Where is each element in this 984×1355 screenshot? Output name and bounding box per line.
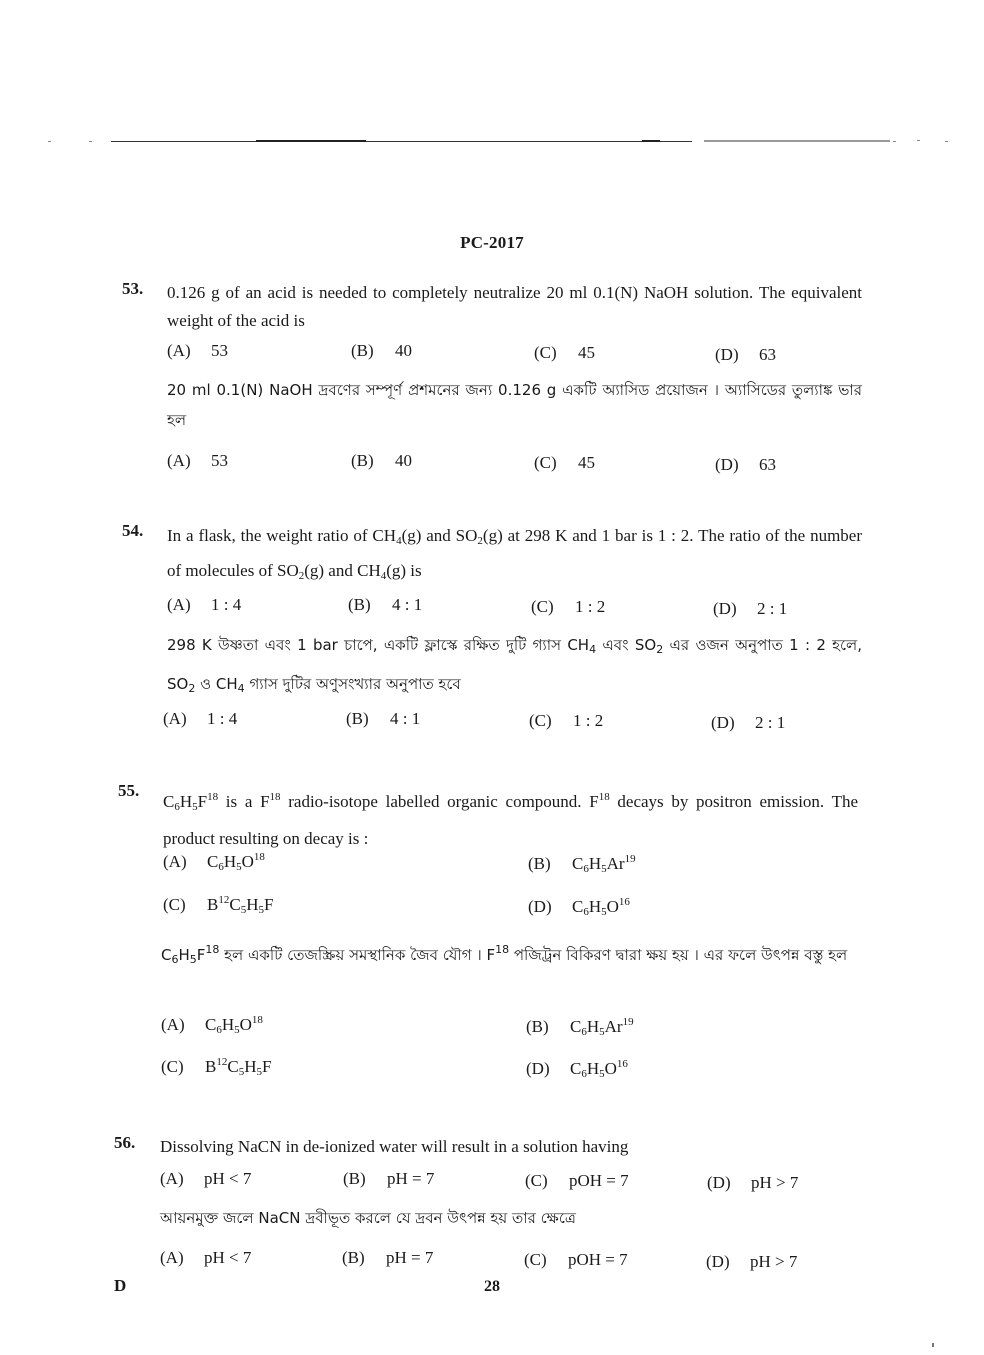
option-label: (A) bbox=[160, 1248, 184, 1267]
option-value: 45 bbox=[578, 343, 595, 362]
option-value: 53 bbox=[211, 451, 228, 470]
option-value: pH > 7 bbox=[750, 1252, 798, 1271]
option-label: (D) bbox=[711, 713, 735, 732]
question-text-english: $C_6H_5F^{18}$ is a $F^{18}$ radio-isotope labelled organic compound. $F^{18}$ decays by positron emission. The product resulting on decay is : bbox=[163, 791, 859, 848]
option-value: pH = 7 bbox=[386, 1248, 434, 1267]
option-value: 1 : 2 bbox=[573, 711, 604, 730]
option-label: (B) bbox=[528, 854, 551, 873]
option-d bbox=[713, 599, 787, 619]
rule-fragment bbox=[89, 141, 92, 142]
option-value: pH < 7 bbox=[204, 1248, 252, 1267]
option-a bbox=[167, 595, 241, 615]
option-value: $C_6H_5O^{16}$ bbox=[572, 896, 630, 918]
question-number: 55. bbox=[118, 781, 140, 800]
option-label: (D) bbox=[707, 1173, 731, 1192]
option-label: (A) bbox=[167, 341, 191, 360]
option-b bbox=[348, 595, 422, 615]
option-value: 63 bbox=[759, 345, 776, 364]
option-a bbox=[160, 1248, 251, 1268]
option-label: (B) bbox=[346, 709, 369, 728]
option-label: (C) bbox=[534, 343, 557, 362]
option-value: 1 : 4 bbox=[211, 595, 242, 614]
option-d bbox=[528, 896, 630, 918]
option-label: (D) bbox=[715, 345, 739, 364]
option-b bbox=[351, 341, 412, 361]
option-label: (C) bbox=[534, 453, 557, 472]
question-text-bengali: 298 K উষ্ণতা এবং 1 bar চাপে, একটি ফ্লাস্কে রক্ষিত দুটি গ্যাস $CH_4$ এবং $SO_2$ এর ওজন অনুপাত 1 : 2 হলে, $SO_2$ ও $CH_4$ গ্যাস দুটির অণুসংখ্যার অনুপাত হবে bbox=[167, 636, 862, 695]
option-b bbox=[526, 1016, 634, 1038]
option-label: (A) bbox=[163, 709, 187, 728]
option-label: (A) bbox=[163, 852, 187, 871]
question-number: 54. bbox=[122, 521, 144, 540]
option-b bbox=[343, 1169, 434, 1189]
option-value: $C_6H_5O^{16}$ bbox=[570, 1058, 628, 1080]
option-a bbox=[163, 851, 265, 873]
option-value: $B^{12}C_5H_5F$ bbox=[205, 1056, 272, 1078]
option-label: (A) bbox=[160, 1169, 184, 1188]
option-value: pH < 7 bbox=[204, 1169, 252, 1188]
set-letter: D bbox=[114, 1276, 127, 1295]
option-d bbox=[715, 345, 776, 365]
question-text-english: 0.126 g of an acid is needed to completely neutralize 20 ml 0.1(N) NaOH solution. The equivalent weight of the acid is bbox=[167, 283, 862, 330]
option-d bbox=[715, 455, 776, 475]
option-d bbox=[706, 1252, 797, 1272]
rule-segment bbox=[256, 140, 366, 142]
option-label: (D) bbox=[528, 897, 552, 916]
option-a bbox=[161, 1014, 263, 1036]
option-label: (D) bbox=[706, 1252, 730, 1271]
question-text-english: Dissolving NaCN in de-ionized water will result in a solution having bbox=[160, 1137, 629, 1156]
option-label: (B) bbox=[342, 1248, 365, 1267]
option-b bbox=[528, 853, 636, 875]
option-value: 4 : 1 bbox=[392, 595, 423, 614]
option-a bbox=[167, 451, 228, 471]
option-label: (C) bbox=[163, 895, 186, 914]
option-label: (C) bbox=[531, 597, 554, 616]
option-value: 4 : 1 bbox=[390, 709, 421, 728]
question-number: 53. bbox=[122, 279, 144, 298]
option-value: 40 bbox=[395, 451, 412, 470]
option-d bbox=[707, 1173, 798, 1193]
option-value: $B^{12}C_5H_5F$ bbox=[207, 894, 274, 916]
option-label: (C) bbox=[524, 1250, 547, 1269]
question-text-english: In a flask, the weight ratio of $CH_4(g)$ and $SO_2(g)$ at 298 K and 1 bar is 1 : 2. The ratio of the number of molecules of $SO_2(g)$ and $CH_4(g)$ is bbox=[167, 526, 863, 582]
option-d bbox=[526, 1058, 628, 1080]
option-value: $C_6H_5O^{18}$ bbox=[207, 851, 265, 873]
option-d bbox=[711, 713, 785, 733]
option-c bbox=[534, 343, 595, 363]
paper-code: PC-2017 bbox=[460, 233, 524, 252]
rule-fragment bbox=[945, 141, 948, 142]
option-label: (D) bbox=[526, 1059, 550, 1078]
option-label: (A) bbox=[161, 1015, 185, 1034]
question-text-bengali: $C_6H_5F^{18}$ হল একটি তেজস্ক্রিয় সমস্থানিক জৈব যৌগ । $F^{18}$ পজিট্রন বিকিরণ দ্বারা ক্ষয় হয় । এর ফলে উৎপন্ন বস্তু হল bbox=[161, 943, 848, 966]
option-value: pOH = 7 bbox=[568, 1250, 628, 1269]
option-label: (B) bbox=[348, 595, 371, 614]
option-label: (D) bbox=[715, 455, 739, 474]
option-c bbox=[161, 1056, 271, 1078]
option-value: pH = 7 bbox=[387, 1169, 435, 1188]
option-value: 53 bbox=[211, 341, 228, 360]
option-label: (A) bbox=[167, 451, 191, 470]
option-label: (C) bbox=[529, 711, 552, 730]
option-c bbox=[531, 597, 605, 617]
option-b bbox=[342, 1248, 433, 1268]
option-value: 2 : 1 bbox=[755, 713, 786, 732]
page-number: 28 bbox=[484, 1278, 500, 1295]
option-c bbox=[525, 1171, 629, 1191]
option-value: $C_6H_5Ar^{19}$ bbox=[572, 853, 636, 875]
option-value: 63 bbox=[759, 455, 776, 474]
question-text-bengali: আয়নমুক্ত জলে NaCN দ্রবীভূত করলে যে দ্রবন উৎপন্ন হয় তার ক্ষেত্রে bbox=[160, 1209, 576, 1227]
option-value: 1 : 4 bbox=[207, 709, 238, 728]
option-value: 45 bbox=[578, 453, 595, 472]
rule-fragment bbox=[917, 140, 920, 141]
option-c bbox=[524, 1250, 628, 1270]
option-c bbox=[163, 894, 273, 916]
option-value: $C_6H_5O^{18}$ bbox=[205, 1014, 263, 1036]
option-label: (C) bbox=[161, 1057, 184, 1076]
option-a bbox=[167, 341, 228, 361]
option-value: pH > 7 bbox=[751, 1173, 799, 1192]
rule-segment bbox=[642, 140, 660, 142]
option-value: 40 bbox=[395, 341, 412, 360]
rule-segment bbox=[111, 141, 256, 142]
option-label: (B) bbox=[526, 1017, 549, 1036]
question-text-bengali: 20 ml 0.1(N) NaOH দ্রবণের সম্পূর্ণ প্রশমনের জন্য 0.126 g একটি অ্যাসিড প্রয়োজন । অ্যাসিডের তুল্যাঙ্ক ভার হল bbox=[167, 381, 862, 429]
rule-fragment bbox=[893, 141, 896, 142]
option-label: (B) bbox=[351, 451, 374, 470]
rule-segment bbox=[704, 140, 890, 142]
option-value: 1 : 2 bbox=[575, 597, 606, 616]
option-b bbox=[346, 709, 420, 729]
option-label: (D) bbox=[713, 599, 737, 618]
option-a bbox=[163, 709, 237, 729]
question-number: 56. bbox=[114, 1133, 136, 1152]
option-label: (C) bbox=[525, 1171, 548, 1190]
option-label: (A) bbox=[167, 595, 191, 614]
option-c bbox=[529, 711, 603, 731]
option-a bbox=[160, 1169, 251, 1189]
option-c bbox=[534, 453, 595, 473]
option-value: $C_6H_5Ar^{19}$ bbox=[570, 1016, 634, 1038]
option-label: (B) bbox=[343, 1169, 366, 1188]
rule-fragment bbox=[48, 141, 51, 142]
option-label: (B) bbox=[351, 341, 374, 360]
option-b bbox=[351, 451, 412, 471]
scan-mark bbox=[932, 1343, 934, 1347]
option-value: pOH = 7 bbox=[569, 1171, 629, 1190]
option-value: 2 : 1 bbox=[757, 599, 788, 618]
